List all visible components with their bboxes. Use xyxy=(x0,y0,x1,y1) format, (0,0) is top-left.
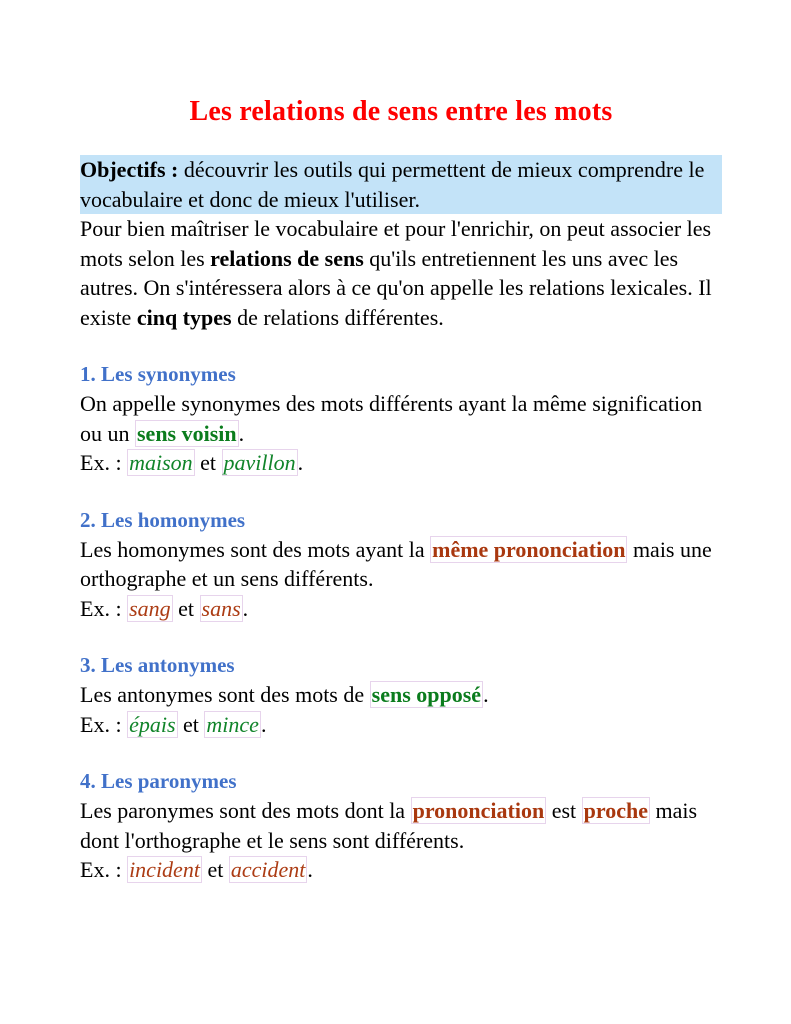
example-joiner: et xyxy=(194,450,222,475)
section-antonymes xyxy=(80,652,722,739)
intro-text-1: Pour bien maîtriser le vocabulaire et pour l'enrichir, on peut associer les mots selon les xyxy=(80,216,712,271)
page-title: Les relations de sens entre les mots xyxy=(189,96,613,127)
section-body-paronymes xyxy=(80,796,722,885)
highlight-prononciation: prononciation xyxy=(412,798,545,823)
example-joiner: et xyxy=(177,711,205,737)
example-end: . xyxy=(307,857,313,882)
example-label: Ex. : xyxy=(80,450,128,475)
example-word-sang: sang xyxy=(129,595,171,621)
example-end: . xyxy=(242,595,249,621)
highlight-sens-voisin: sens voisin xyxy=(137,420,237,446)
example-word-sans: sans xyxy=(201,595,241,621)
example-word-incident: incident xyxy=(129,857,200,882)
definition-text-1: Les paronymes sont des mots dont la xyxy=(80,798,411,823)
highlight-sens-oppose: sens opposé xyxy=(371,682,482,707)
section-body-synonymes xyxy=(80,389,722,478)
document-content xyxy=(80,95,722,885)
section-heading-antonymes: 3. Les antonymes xyxy=(80,653,235,677)
section-body-antonymes xyxy=(80,680,722,739)
example-label: Ex. : xyxy=(80,857,128,882)
section-homonymes xyxy=(80,507,722,624)
definition-text-1: On appelle synonymes des mots différents ayant la même signification ou un xyxy=(80,391,703,446)
section-heading-synonymes: 1. Les synonymes xyxy=(80,362,236,386)
example-word-accident: accident xyxy=(230,857,306,882)
intro-bold-relations: relations de sens xyxy=(210,245,364,271)
section-body-homonymes xyxy=(80,535,722,624)
intro-bold-cinq-types: cinq types xyxy=(136,304,232,330)
example-word-pavillon: pavillon xyxy=(223,450,296,475)
definition-text-2: . xyxy=(238,420,245,446)
example-label: Ex. : xyxy=(80,595,128,621)
definition-text-1: Les antonymes sont des mots de xyxy=(80,682,370,707)
definition-text-1: Les homonymes sont des mots ayant la xyxy=(80,536,431,562)
objectifs-label: Objectifs : xyxy=(80,157,179,182)
highlight-proche: proche xyxy=(583,798,649,823)
example-word-epais: épais xyxy=(129,711,176,737)
example-word-maison: maison xyxy=(129,450,193,475)
section-synonymes xyxy=(80,361,722,478)
intro-paragraph xyxy=(80,214,722,332)
objectifs-block xyxy=(80,155,722,214)
intro-text-3: de relations différentes. xyxy=(231,304,444,330)
example-joiner: et xyxy=(172,595,200,621)
example-label: Ex. : xyxy=(80,711,128,737)
section-heading-homonymes: 2. Les homonymes xyxy=(80,507,246,532)
highlight-meme-prononciation: même prononciation xyxy=(432,536,626,562)
definition-text-2: mais une orthographe et un sens différents. xyxy=(80,536,712,591)
section-heading-paronymes: 4. Les paronymes xyxy=(80,769,237,793)
objectifs-text: découvrir les outils qui permettent de mieux comprendre le vocabulaire et donc de mieux l'utiliser. xyxy=(80,157,705,212)
definition-text-2: mais dont l'orthographe et le sens sont différents. xyxy=(80,798,698,853)
example-end: . xyxy=(260,711,267,737)
example-joiner: et xyxy=(201,857,229,882)
section-paronymes xyxy=(80,768,722,885)
example-end: . xyxy=(297,450,304,475)
definition-text-mid: est xyxy=(546,798,582,823)
definition-text-2: . xyxy=(483,682,489,707)
example-word-mince: mince xyxy=(206,711,259,737)
intro-text-2: qu'ils entretiennent les uns avec les autres. On s'intéressera alors à ce qu'on appelle les relations lexicales. Il existe xyxy=(80,245,712,330)
